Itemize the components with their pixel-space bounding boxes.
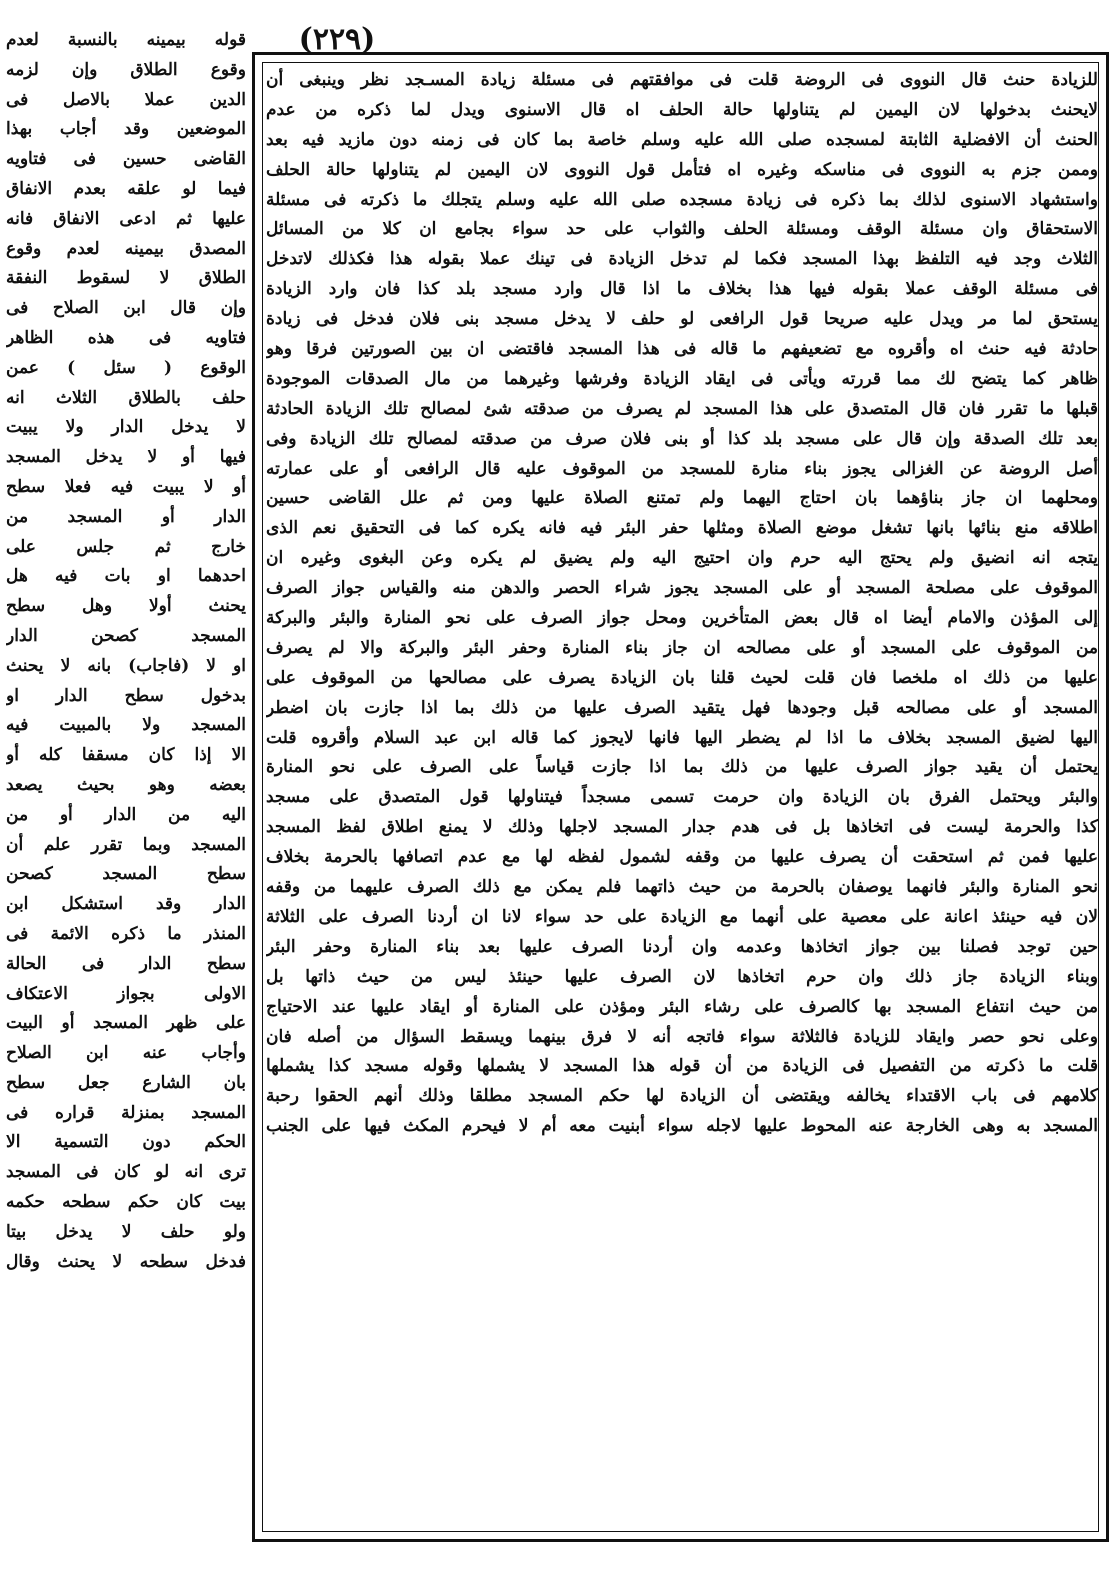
main-text-line: ظاهر كما يتضح لك مما قررته ويأتى فى ايقاد الزيادة وفرشها وغيرهما من مال الصدقات الموجودة (266, 368, 1098, 389)
margin-text-line: الدار أو المسجد من (6, 506, 246, 527)
margin-text-line: عليها ثم ادعى الانفاق فانه (6, 208, 246, 229)
main-text-line: يتجه انه انضيق ولم يحتج اليه حرم وان احتيج اليه ولم يضيق لم يكره وعن البغوى وغيره ان (266, 548, 1098, 569)
main-text-line: للزيادة حنث قال النووى فى الروضة قلت فى موافقتهم فى مسئلة زيادة المسـجد نظر وينبغى أن (266, 70, 1098, 90)
margin-text-line: المصدق بيمينه لعدم وقوع (6, 238, 246, 259)
main-text-line: يحتمل أن يقيد جواز الصرف عليها من ذلك بما اذا جازت قياساً على الصرف على نحو المنارة (266, 757, 1098, 778)
margin-text-line: فيما لو علقه بعدم الانفاق (6, 178, 246, 199)
margin-text-line: يحنث أولا وهل سطح (6, 596, 246, 617)
main-text-line: بعد تلك الصدقة وإن قال على مسجد بلد كذا أو بنى فلان صرف من صدقته لمصالح تلك الزيادة وفى (266, 428, 1098, 449)
margin-text-line: سطح المسجد كصحن (6, 864, 246, 885)
margin-text-line: المسجد ولا بالمبيت فيه (6, 715, 246, 736)
main-text-line: قلت ما ذكرته من التفصيل فى الزيادة من أن قوله هذا المسجد لا يشملها وقوله مسجد كذا يشملها (266, 1056, 1098, 1077)
margin-text-line: الوقوع ( سئل ) عمن (6, 357, 246, 378)
main-text-line: الثلاث وجد فيه التلفظ بهذا المسجد فكما لم تدخل الزيادة فى تينك عملا بقوله هذا فكذلك لاتدخل (266, 249, 1098, 270)
margin-text-line: الطلاق لا لسقوط النفقة (6, 268, 246, 289)
margin-text-line: وإن قال ابن الصلاح فى (6, 298, 246, 319)
main-text-line: نحو المنارة والبئر فانهما يوصفان بالحرمة من حيث ذاتهما فلم يمكن مع ذلك الصرف عليهما من وقفه (266, 877, 1098, 898)
main-text-line: الموقوف على مصلحة المسجد أو على المسجد يجوز شراء الحصر والدهن منه والقياس جواز الصرف (266, 578, 1098, 599)
margin-text-line: وأجاب عنه ابن الصلاح (6, 1043, 246, 1064)
main-text-line: أصل الروضة عن الغزالى يجوز بناء منارة للمسجد من الموقوف عليه قال الرافعى أو على عمارته (266, 458, 1098, 479)
margin-text-line: أو لا يبيت فيه فعلا سطح (6, 476, 246, 497)
main-text-line: عليها من ذلك اه ملخصا فان قلت لحيث قلنا بان الزيادة يصرف على مصالحها من الموقوف على (266, 667, 1098, 688)
main-text-line: اليها لضيق المسجد بخلاف ما اذا لم يضطر اليها فانها لايجوز كما قاله ابن عبد السلام وأقروه قلت (266, 727, 1098, 748)
main-text-line: المسجد أو على مصالحه قبل وجودها فهل يتقيد الصرف عليها من ذلك بما اذا جازت بان اضطر (266, 697, 1098, 718)
margin-text-line: القاضى حسين فى فتاويه (6, 149, 246, 170)
main-text-line: المسجد به وهى الخارجة عنه المحوط عليها لاجله سواء أبنيت معه أم لا فيحرم المكث فيها على الجنب (266, 1116, 1098, 1137)
margin-text-line: احدهما او بات فيه هل (6, 566, 246, 587)
main-text-line: من الموقوف على المسجد أو على مصالحه ان جاز بناء المنارة وحفر البئر والبركة والا لم يصرف (266, 637, 1098, 658)
margin-text-line: الحكم دون التسمية الا (6, 1132, 246, 1153)
margin-text-line: ترى انه لو كان فى المسجد (6, 1162, 246, 1183)
margin-text-line: وقوع الطلاق وإن لزمه (6, 59, 246, 80)
margin-text-line: المسجد بمنزلة قراره فى (6, 1102, 246, 1123)
main-text-line: فى مسئلة الوقف عملا بقوله فيها هذا بخلاف ما اذا قال وارد مسجد بلد كذا فان وارد الزيادة (266, 279, 1098, 300)
margin-text-line: الا إذا كان مسقفا كله أو (6, 745, 246, 766)
margin-text-line: المسجد وبما تقرر علم أن (6, 834, 246, 855)
main-text-line: وعلى نحو حصر وايقاد للزيادة فالثلاثة سواء فاتجه أنه لا فرق بينهما ويسقط السؤال من أصله فان (266, 1026, 1098, 1047)
margin-text-line: الدين عملا بالاصل فى (6, 89, 246, 110)
main-text-line: من حيث انتفاع المسجد بها كالصرف على رشاء البئر ومؤذن على المنارة أو ايقاد عليها عند الاحتياج (266, 996, 1098, 1017)
main-text-line: ومحلهما ان جاز بناؤهما بان احتاج اليهما ولم تمتنع الصلاة عليها ومن ثم علل القاضى حسين (266, 488, 1098, 509)
margin-text-line: فيها أو لا يدخل المسجد (6, 447, 246, 468)
main-text-line: لايحنث بدخولها لان اليمين لم يتناولها حالة الحلف اه قال الاسنوى ويدل لما ذكره من عدم (266, 99, 1098, 120)
margin-text-line: قوله بيمينه بالنسبة لعدم (6, 30, 246, 50)
main-text-column (266, 66, 1098, 1532)
main-text-line: حادثة فيه حنث اه وأقروه مع تضعيفهم ما قاله فى هذا المسجد فاقتضى ان بين الصورتين فرقا وهو (266, 339, 1098, 360)
margin-text-line: بدخول سطح الدار او (6, 685, 246, 706)
margin-text-line: الدار وقد استشكل ابن (6, 894, 246, 915)
margin-text-line: خارج ثم جلس على (6, 536, 246, 557)
margin-text-line: بان الشارع جعل سطح (6, 1072, 246, 1093)
main-text-line: والبئر ويحتمل الفرق بان الزيادة وان حرمت تسمى مسجداً فيتناولها قول المتصدق على مسجد (266, 787, 1098, 808)
margin-text-line: الموضعين وقد أجاب بهذا (6, 119, 246, 140)
margin-text-line: بيت كان حكم سطحه حكمه (6, 1192, 246, 1213)
margin-text-line: المسجد كصحن الدار (6, 625, 246, 646)
margin-text-line: على ظهر المسجد أو البيت (6, 1013, 246, 1034)
main-text-line: وبناء الزيادة جاز ذلك وان حرم اتخاذها لان الصرف عليها حينئذ ليس من حيث ذاتها بل (266, 966, 1098, 987)
margin-text-line: المنذر ما ذكره الائمة فى (6, 923, 246, 944)
main-text-line: لان فيه حينئذ اعانة على معصية على أنهما مع الزيادة على حد سواء لانا ان أردنا الصرف على الثلاثة (266, 906, 1098, 927)
main-text-line: وممن جزم به النووى فى مناسكه وغيره اه فتأمل قول النووى لان اليمين لم يتناولها حالة الحلف (266, 159, 1098, 180)
margin-text-line: حلف بالطلاق الثلاث انه (6, 387, 246, 408)
margin-text-line: لا يدخل الدار ولا يبيت (6, 417, 246, 438)
main-text-line: عليها فمن ثم استحقت أن يصرف عليها من وقفه لشمول لفظه لها مع عدم اتصافها بالحرمة بخلاف (266, 847, 1098, 868)
margin-text-line: اليه من الدار أو من (6, 804, 246, 825)
main-text-line: حين توجد فصلنا بين جواز اتخاذها وعدمه وان أردنا الصرف عليها بعد بناء المنارة وحفر البئر (266, 936, 1098, 957)
main-text-line: الاستحقاق وان مسئلة الوقف ومسئلة الحلف والثواب على حد سواء بجامع ان كلا من المسائل (266, 219, 1098, 240)
margin-text-line: او لا (فاجاب) بانه لا يحنث (6, 655, 246, 676)
main-text-line: يستحق لما مر ويدل عليه صريحا قول الرافعى لو حلف لا يدخل مسجد بنى فلان فدخل فى زيادة (266, 309, 1098, 330)
main-text-line: قبلها ما تقرر فان قال المتصدق على هذا المسجد لم يصرف من صدقته شئ لمصالح تلك الزيادة الحادثة (266, 398, 1098, 419)
margin-text-line: فتاويه فى هذه الظاهر (6, 327, 246, 348)
main-text-line: اطلاقه منع بنائها بانها تشغل موضع الصلاة ومثلها حفر البئر فيه فانه يكره كما فى التحقيق نعم الذى (266, 518, 1098, 539)
main-text-line: واستشهاد الاسنوى لذلك بما ذكره فى زيادة مسجده صلى الله عليه وسلم يتجلك ما ذكرته فى مسئلة (266, 189, 1098, 210)
main-text-line: كلامهم فى باب الاقتداء يخالفه ويقتضى أن الزيادة لها حكم المسجد مطلقا وذلك أنهم الحقوا رحبة (266, 1086, 1098, 1107)
margin-text-line: بعضه وهو بحيث يصعد (6, 774, 246, 795)
main-text-line: إلى المؤذن والامام أيضا اه قال بعض المتأخرين ومحل جواز الصرف على نحو المنارة والبئر والبركة (266, 608, 1098, 629)
margin-text-line: الاولى بجواز الاعتكاف (6, 983, 246, 1004)
margin-text-line: سطح الدار فى الحالة (6, 953, 246, 974)
margin-text-line: ولو حلف لا يدخل بيتا (6, 1221, 246, 1242)
page-number: (٢٢٩) (298, 22, 376, 57)
main-text-line: الحنث أن الافضلية الثابتة لمسجده صلى الله عليه وسلم خاصة بما كان فى زمنه دون مازيد فيه بعد (266, 129, 1098, 150)
margin-text-line: فدخل سطحه لا يحنث وقال (6, 1251, 246, 1272)
margin-commentary-column (6, 26, 246, 1556)
main-text-line: كذا والحرمة ليست فى اتخاذها بل فى هدم جدار المسجد لاجلها وذلك لا يمنع اطلاق لفظ المسجد (266, 817, 1098, 838)
